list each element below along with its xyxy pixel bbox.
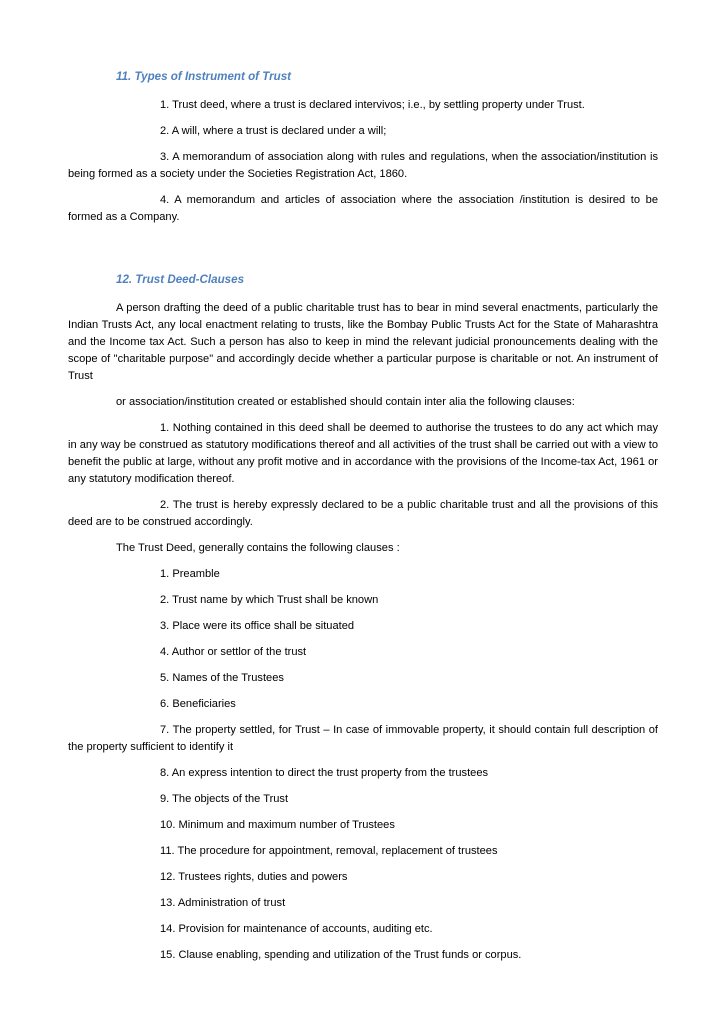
clause-1: 1. Nothing contained in this deed shall be deemed to authorise the trustees to do any act which may in any way be construed as statutory modifications thereof and all activities of the trust shall be carried out with a view to benefit the public at large, without any profit motive and in accordance with the provisions of the Income-tax Act, 1961 or any statutory modification thereof. — [68, 422, 658, 485]
deed-item-15: 15. Clause enabling, spending and utilization of the Trust funds or corpus. — [160, 949, 522, 961]
deed-item-11: 11. The procedure for appointment, removal, replacement of trustees — [160, 845, 498, 857]
section-spacer — [68, 235, 658, 271]
deed-item-7: 7. The property settled, for Trust – In case of immovable property, it should contain full description of the property sufficient to identify it — [68, 724, 658, 753]
instrument-item-1: 1. Trust deed, where a trust is declared intervivos; i.e., by settling property under Trust. — [160, 99, 585, 111]
deed-item-10: 10. Minimum and maximum number of Trustees — [160, 819, 395, 831]
instrument-item-3: 3. A memorandum of association along with rules and regulations, when the association/institution is being formed as a society under the Societies Registration Act, 1860. — [68, 151, 658, 180]
deed-item-12: 12. Trustees rights, duties and powers — [160, 871, 348, 883]
section-12-heading: 12. Trust Deed-Clauses — [116, 273, 245, 286]
section-12-intro-continued: or association/institution created or established should contain inter alia the following clauses: — [116, 396, 575, 408]
deed-clauses-intro: The Trust Deed, generally contains the following clauses : — [116, 542, 400, 554]
deed-item-8: 8. An express intention to direct the trust property from the trustees — [160, 767, 489, 779]
deed-item-4: 4. Author or settlor of the trust — [160, 646, 307, 658]
deed-item-13: 13. Administration of trust — [160, 897, 286, 909]
clause-2: 2. The trust is hereby expressly declared to be a public charitable trust and all the provisions of this deed are to be construed accordingly. — [68, 499, 658, 528]
deed-item-1: 1. Preamble — [160, 568, 220, 580]
deed-item-2: 2. Trust name by which Trust shall be known — [160, 594, 379, 606]
section-12-intro: A person drafting the deed of a public charitable trust has to bear in mind several enactments, particularly the Indian Trusts Act, any local enactment relating to trusts, like the Bombay Public Trusts Act for the State of Maharashtra and the Income tax Act. Such a person has also to keep in mind the relevant judicial pronouncements dealing with the scope of "charitable purpose" and accordingly decide whether a particular purpose is charitable or not. An instrument of Trust — [68, 302, 658, 382]
instrument-item-2: 2. A will, where a trust is declared under a will; — [160, 125, 387, 137]
deed-item-6: 6. Beneficiaries — [160, 698, 236, 710]
section-11-heading: 11. Types of Instrument of Trust — [116, 70, 292, 83]
document-body — [68, 68, 658, 973]
deed-item-14: 14. Provision for maintenance of accounts, auditing etc. — [160, 923, 433, 935]
instrument-item-4: 4. A memorandum and articles of association where the association /institution is desired to be formed as a Company. — [68, 194, 658, 223]
deed-item-3: 3. Place were its office shall be situated — [160, 620, 355, 632]
deed-item-9: 9. The objects of the Trust — [160, 793, 289, 805]
deed-item-5: 5. Names of the Trustees — [160, 672, 284, 684]
